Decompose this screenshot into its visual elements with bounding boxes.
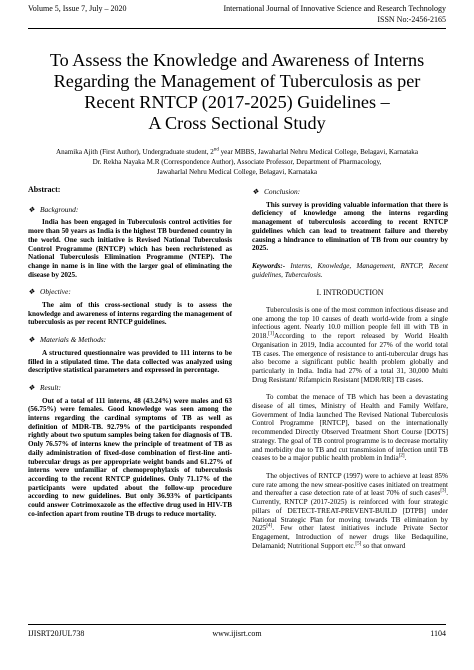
diamond-bullet-icon: ❖	[28, 382, 35, 392]
title-line: Recent RNTCP (2017-2025) Guidelines –	[84, 92, 390, 112]
objective-heading: ❖ Objective:	[28, 287, 71, 297]
title-line: A Cross Sectional Study	[148, 113, 326, 133]
methods-heading: ❖ Materials & Methods:	[28, 335, 107, 345]
author-line-2: Dr. Rekha Nayaka M.R (Correspondence Author), Associate Professor, Department of Pharmacology,	[92, 158, 382, 166]
diamond-bullet-icon: ❖	[252, 187, 259, 196]
author-block	[28, 147, 446, 177]
title-line: To Assess the Knowledge and Awareness of Interns	[49, 50, 425, 70]
background-text: India has been engaged in Tuberculosis control activities for more than 50 years as India is the highest TB burdened country in the world. One such initiative is Revised National Tuberculosis Control Programme (RNTCP) which has been rechristened as National Tuberculosis Elimination Programme (NTEP). The change in name is in line with the larger goal of eliminating the disease by 2025.	[28, 218, 232, 279]
diamond-bullet-icon: ❖	[28, 287, 35, 297]
keywords: Keywords:- Interns, Knowledge, Management, RNTCP, Recent guidelines, Tuberculosis.	[252, 261, 448, 279]
title-line: Regarding the Management of Tuberculosis as per	[53, 71, 421, 91]
paper-title	[28, 50, 446, 134]
intro-paragraph-1: Tuberculosis is one of the most common infectious disease and one among the top 10 causes of death world-wide from a single infectious agent. Nearly 10.0 million people fell ill with TB in 2018.[1]According to the report released by World Health Organisation in 2019, India accounted for 27% of the world total TB cases. The emergence of resistance to anti-tubercular drugs has also become a significant public health problem globally and particularly in India. India had 27% of a total 31, 30,000 Multi Drug Resistant/ Rifampicin Resistant [MDR/RR] TB cases.	[252, 306, 448, 384]
footer-paper-id: IJISRT20JUL738	[28, 629, 85, 638]
conclusion-heading: ❖ Conclusion:	[252, 187, 301, 196]
footer-page-number: 1104	[430, 629, 446, 638]
author-line-3: Jawaharlal Nehru Medical College, Belagavi, Karnataka	[156, 168, 318, 176]
right-column	[252, 186, 448, 550]
intro-paragraph-2: To combat the menace of TB which has been a devastating disease of all times, Ministry of Health and Family Welfare, Government of India launched The Revised National Tuberculosis Control Programme [RNTCP], based on the internationally recommended Directly Observed Treatment Short Course [DOTS] strategy. The goal of TB control programme is to decrease mortality and morbidity due to TB and cut transmission of infection until TB ceases to be a major public health problem in India[2].	[252, 393, 448, 463]
result-text: Out of a total of 111 interns, 48 (43.24%) were males and 63 (56.75%) were females. Good knowledge was seen among the interns regarding the cardinal symptoms of TB as well as definition of MDR-TB. 92.79% of the participants responded rightly about two sputum samples being taken for diagnosis of TB. Only 76.57% of interns knew the principle of treatment of TB as daily administration of fixed-dose combination of first-line anti-tubercular drugs as per appropriate weight bands and 61.27% of interns were unfamiliar of chemoprophylaxis of tuberculosis according to the recent RNTCP guidelines. Only 71.17% of the participants were updated about the follow-up procedure according to new guidelines. But only 36.93% of participants could answer Cotrimoxazole as the effective drug used in HIV-TB co-infection apart from routine TB drugs to reduce mortality.	[28, 396, 232, 518]
diamond-bullet-icon: ❖	[28, 204, 35, 214]
footer-rule	[28, 624, 446, 625]
abstract-heading: Abstract:	[28, 185, 61, 194]
author-line-1: Anamika Ajith (First Author), Undergraduate student, 2nd year MBBS, Jawaharlal Nehru Medical College, Belagavi, Karnataka	[55, 147, 419, 156]
footer-website: www.ijisrt.com	[212, 629, 262, 638]
background-heading: ❖ Background:	[28, 204, 79, 214]
header-journal: International Journal of Innovative Science and Research Technology	[223, 4, 446, 13]
conclusion-text: This survey is providing valuable information that there is deficiency of knowledge among the interns regarding management of tuberculosis according to recent RNTCP guidelines which can lead to treatment failure and thereby causing a hindrance to elimination of TB from our country by 2025.	[252, 200, 448, 253]
left-column	[28, 186, 232, 519]
introduction-heading: I. INTRODUCTION	[316, 288, 384, 298]
methods-text: A structured questionnaire was provided to 111 interns to be filled in a stipulated time. The data collected was analyzed using descriptive statistical parameters and expressed in percentage.	[28, 348, 232, 375]
header-volume: Volume 5, Issue 7, July – 2020	[28, 4, 127, 13]
header-rule	[28, 28, 446, 29]
objective-text: The aim of this cross-sectional study is to assess the knowledge and awareness of interns regarding the management of tuberculosis as per recent RNTCP guidelines.	[28, 301, 232, 327]
result-heading: ❖ Result:	[28, 382, 61, 392]
header-issn: ISSN No:-2456-2165	[377, 15, 446, 24]
diamond-bullet-icon: ❖	[28, 335, 35, 345]
intro-paragraph-3: The objectives of RNTCP (1997) were to achieve at least 85% cure rate among the new smear-positive cases initiated on treatment and thereafter a case detection rate of at least 70% of such cases[3]. Currently, RNTCP (2017-2025) is reinforced with four strategic pillars of DETECT-TREAT-PREVENT-BUILD [DTPB] under National Strategic Plan for moving towards TB elimination by 2025[4]. Few other latest initiatives include Private Sector Engagement, Introduction of newer drugs like Bedaquiline, Delamanid; Nutritional Support etc.[5] so that onward	[252, 471, 448, 550]
